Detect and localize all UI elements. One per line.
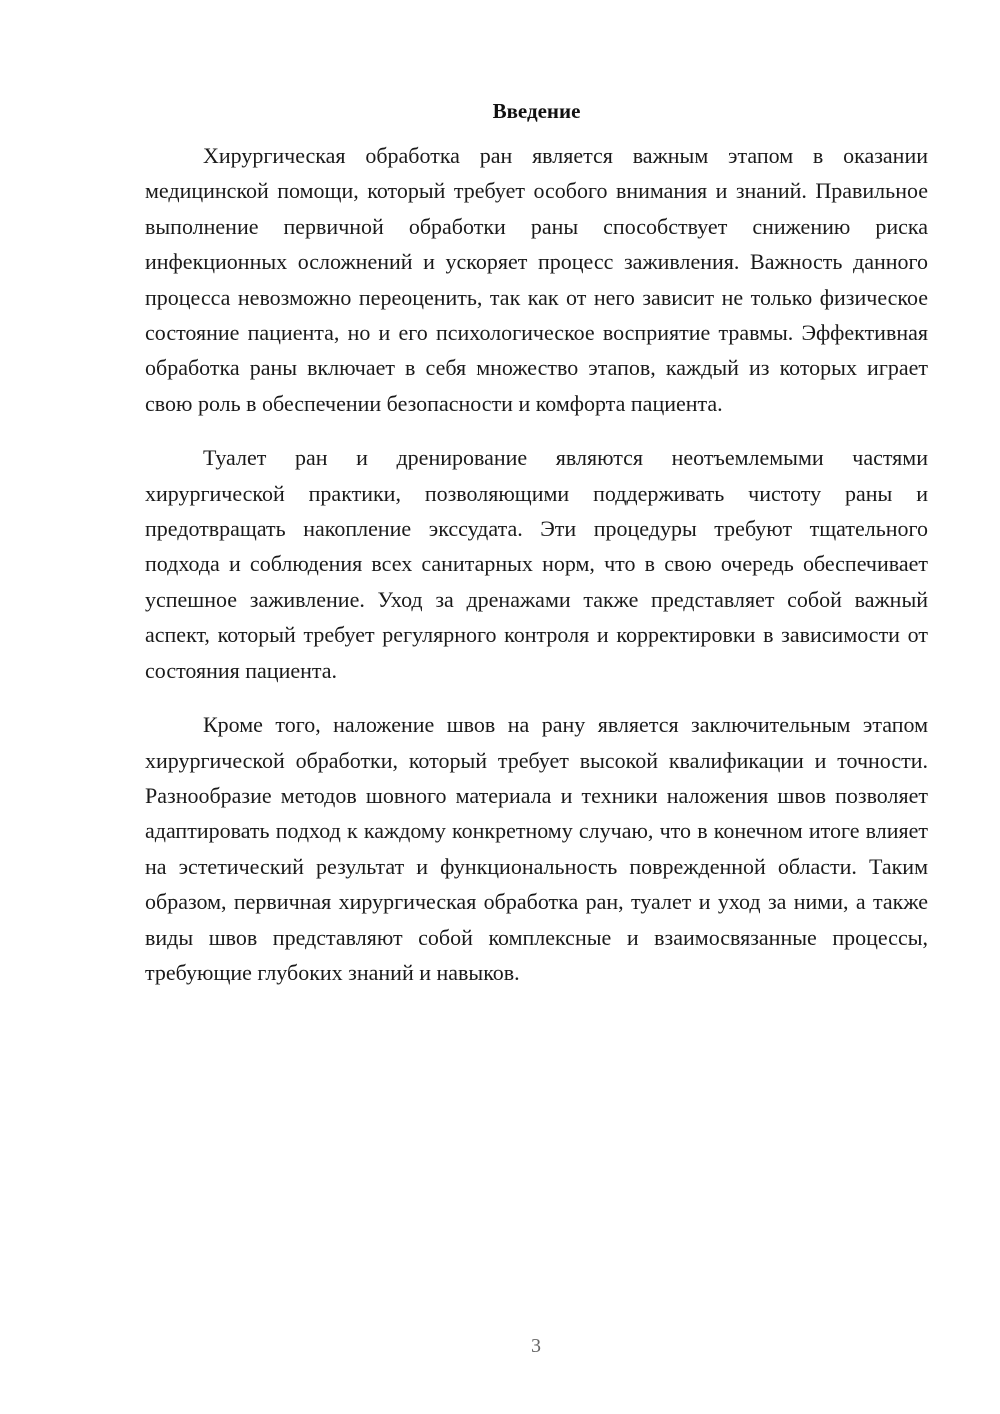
page-content <box>145 96 928 990</box>
section-heading: Введение <box>492 99 581 123</box>
paragraph-2: Туалет ран и дренирование являются неотъемлемыми частями хирургической практики, позволяющими поддерживать чистоту раны и предотвращать накопление экссудата. Эти процедуры требуют тщательного подхода и соблюдения всех санитарных норм, что в свою очередь обеспечивает успешное заживление. Уход за дренажами также представляет собой важный аспект, который требует регулярного контроля и корректировки в зависимости от состояния пациента. <box>145 445 928 683</box>
page-number: 3 <box>531 1335 541 1357</box>
paragraph-3: Кроме того, наложение швов на рану является заключительным этапом хирургической обработки, который требует высокой квалификации и точности. Разнообразие методов шовного материала и техники наложения швов позволяет адаптировать подход к каждому конкретному случаю, что в конечном итоге влияет на эстетический результат и функциональность поврежденной области. Таким образом, первичная хирургическая обработка ран, туалет и уход за ними, а также виды швов представляют собой комплексные и взаимосвязанные процессы, требующие глубоких знаний и навыков. <box>145 712 928 985</box>
paragraph-1: Хирургическая обработка ран является важным этапом в оказании медицинской помощи, который требует особого внимания и знаний. Правильное выполнение первичной обработки раны способствует снижению риска инфекционных осложнений и ускоряет процесс заживления. Важность данного процесса невозможно переоценить, так как от него зависит не только физическое состояние пациента, но и его психологическое восприятие травмы. Эффективная обработка раны включает в себя множество этапов, каждый из которых играет свою роль в обеспечении безопасности и комфорта пациента. <box>145 143 928 416</box>
